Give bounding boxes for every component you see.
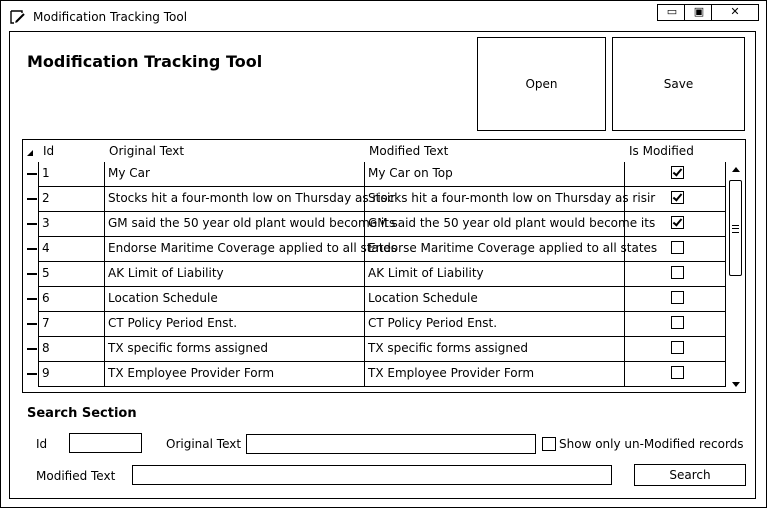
cell-id[interactable]: 1 xyxy=(38,162,104,187)
grip-icon xyxy=(732,225,739,233)
cell-is-modified[interactable] xyxy=(624,337,726,362)
select-all-corner[interactable] xyxy=(27,150,33,156)
original-text-label: Original Text xyxy=(166,437,242,451)
cell-is-modified[interactable] xyxy=(624,187,726,212)
cell-id[interactable]: 7 xyxy=(38,312,104,337)
row-selector[interactable] xyxy=(27,323,37,325)
is-modified-checkbox[interactable] xyxy=(671,216,684,229)
cell-is-modified[interactable] xyxy=(624,362,726,387)
table-row[interactable] xyxy=(23,337,725,362)
table-row[interactable] xyxy=(23,162,725,187)
cell-id[interactable]: 6 xyxy=(38,287,104,312)
scroll-up-icon[interactable] xyxy=(732,167,740,172)
cell-original-text[interactable]: My Car xyxy=(104,162,364,187)
cell-id[interactable]: 3 xyxy=(38,212,104,237)
is-modified-checkbox[interactable] xyxy=(671,291,684,304)
close-button[interactable] xyxy=(711,4,759,21)
column-header-is-modified[interactable]: Is Modified xyxy=(629,144,694,158)
search-button[interactable]: Search xyxy=(634,464,746,486)
is-modified-checkbox[interactable] xyxy=(671,166,684,179)
is-modified-checkbox[interactable] xyxy=(671,366,684,379)
cell-id[interactable]: 5 xyxy=(38,262,104,287)
cell-modified-text[interactable]: CT Policy Period Enst. xyxy=(364,312,624,337)
column-header-id[interactable]: Id xyxy=(43,144,55,158)
is-modified-checkbox[interactable] xyxy=(671,266,684,279)
cell-modified-text[interactable]: Location Schedule xyxy=(364,287,624,312)
scroll-thumb[interactable] xyxy=(729,180,742,276)
cell-modified-text[interactable]: TX Employee Provider Form xyxy=(364,362,624,387)
window-title: Modification Tracking Tool xyxy=(33,10,188,24)
title-bar[interactable] xyxy=(1,1,766,32)
maximize-button[interactable] xyxy=(684,4,714,21)
row-selector[interactable] xyxy=(27,198,37,200)
row-selector[interactable] xyxy=(27,298,37,300)
cell-id[interactable]: 8 xyxy=(38,337,104,362)
grid-header xyxy=(23,140,725,162)
cell-original-text[interactable]: Location Schedule xyxy=(104,287,364,312)
modified-text-input[interactable] xyxy=(132,465,612,485)
is-modified-checkbox[interactable] xyxy=(671,241,684,254)
is-modified-checkbox[interactable] xyxy=(671,191,684,204)
row-selector[interactable] xyxy=(27,273,37,275)
cell-modified-text[interactable]: GM said the 50 year old plant would become its xyxy=(364,212,624,237)
cell-modified-text[interactable]: Stocks hit a four-month low on Thursday as risir xyxy=(364,187,624,212)
close-icon: ✕ xyxy=(730,5,740,18)
search-section-title: Search Section xyxy=(27,406,137,421)
maximize-icon: ▣ xyxy=(693,5,705,18)
table-row[interactable] xyxy=(23,362,725,387)
cell-original-text[interactable]: Stocks hit a four-month low on Thursday as risir xyxy=(104,187,364,212)
cell-is-modified[interactable] xyxy=(624,212,726,237)
cell-modified-text[interactable]: Endorse Maritime Coverage applied to all states xyxy=(364,237,624,262)
row-selector[interactable] xyxy=(27,173,37,175)
records-grid[interactable] xyxy=(22,139,746,393)
unmodified-only-label[interactable]: Show only un-Modified records xyxy=(559,437,744,451)
app-icon xyxy=(10,9,26,25)
cell-original-text[interactable]: Endorse Maritime Coverage applied to all states xyxy=(104,237,364,262)
table-row[interactable] xyxy=(23,312,725,337)
cell-modified-text[interactable]: TX specific forms assigned xyxy=(364,337,624,362)
cell-is-modified[interactable] xyxy=(624,237,726,262)
column-header-original[interactable]: Original Text xyxy=(109,144,185,158)
is-modified-checkbox[interactable] xyxy=(671,316,684,329)
cell-is-modified[interactable] xyxy=(624,312,726,337)
cell-id[interactable]: 2 xyxy=(38,187,104,212)
table-row[interactable] xyxy=(23,237,725,262)
row-selector[interactable] xyxy=(27,348,37,350)
id-label: Id xyxy=(36,437,48,451)
cell-original-text[interactable]: AK Limit of Liability xyxy=(104,262,364,287)
original-text-input[interactable] xyxy=(246,434,536,454)
modified-text-label: Modified Text xyxy=(36,469,116,483)
unmodified-only-checkbox[interactable] xyxy=(542,437,556,451)
page-title: Modification Tracking Tool xyxy=(27,52,263,71)
cell-original-text[interactable]: TX Employee Provider Form xyxy=(104,362,364,387)
minimize-button[interactable] xyxy=(657,4,687,21)
table-row[interactable] xyxy=(23,262,725,287)
cell-modified-text[interactable]: My Car on Top xyxy=(364,162,624,187)
minimize-icon: ▭ xyxy=(666,5,678,18)
table-row[interactable] xyxy=(23,187,725,212)
cell-original-text[interactable]: GM said the 50 year old plant would become its xyxy=(104,212,364,237)
column-header-modified[interactable]: Modified Text xyxy=(369,144,449,158)
scroll-down-icon[interactable] xyxy=(732,382,740,387)
row-selector[interactable] xyxy=(27,223,37,225)
save-button[interactable]: Save xyxy=(612,37,745,131)
cell-id[interactable]: 9 xyxy=(38,362,104,387)
cell-modified-text[interactable]: AK Limit of Liability xyxy=(364,262,624,287)
cell-is-modified[interactable] xyxy=(624,162,726,187)
is-modified-checkbox[interactable] xyxy=(671,341,684,354)
open-button[interactable]: Open xyxy=(477,37,606,131)
cell-original-text[interactable]: CT Policy Period Enst. xyxy=(104,312,364,337)
row-selector[interactable] xyxy=(27,373,37,375)
cell-is-modified[interactable] xyxy=(624,262,726,287)
table-row[interactable] xyxy=(23,212,725,237)
cell-original-text[interactable]: TX specific forms assigned xyxy=(104,337,364,362)
id-input[interactable] xyxy=(69,433,142,453)
row-selector[interactable] xyxy=(27,248,37,250)
cell-is-modified[interactable] xyxy=(624,287,726,312)
vertical-scrollbar[interactable] xyxy=(727,162,745,392)
cell-id[interactable]: 4 xyxy=(38,237,104,262)
table-row[interactable] xyxy=(23,287,725,312)
